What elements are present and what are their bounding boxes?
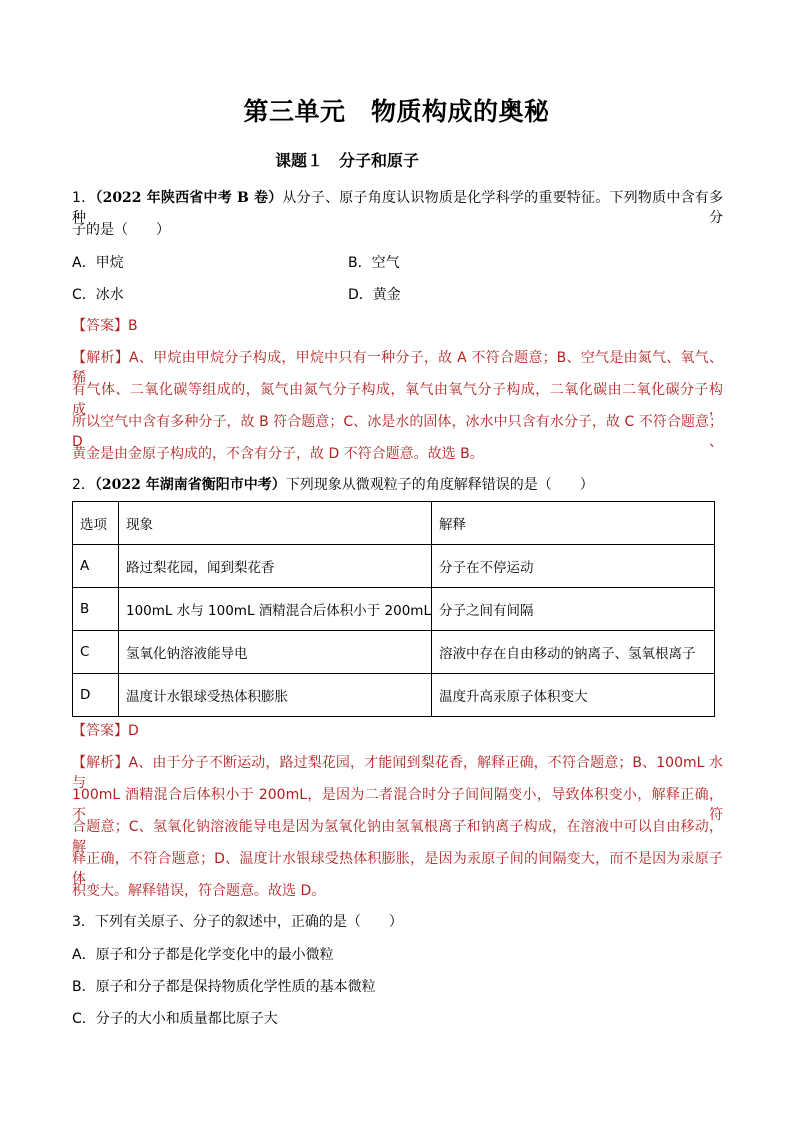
table-cell: 100mL 水与 100mL 酒精混合后体积小于 200mL [119,588,432,631]
table-row [73,631,715,674]
q1-source: （2022 年陕西省中考 B 卷） [95,190,283,206]
q3-option-a: A．原子和分子都是化学变化中的最小微粒 [72,947,334,963]
table-header-cell: 现象 [119,502,432,545]
q1-analysis-line: 有气体、二氧化碳等组成的，氮气由氮气分子构成，氧气由氧气分子构成，二氧化碳由二氧化碳分子构成， [72,382,723,418]
q1-analysis-text: A、甲烷由甲烷分子构成，甲烷中只有一种分子，故 A 不符合题意；B、空气是由氮气、氧气、稀 [72,350,723,386]
q1-analysis-line: 所以空气中含有多种分子，故 B 符合题意；C、冰是水的固体，冰水中只含有水分子，故 C 不符合题意；D、 [72,414,723,450]
q2-table [72,501,715,717]
q3-option-b: B．原子和分子都是保持物质化学性质的基本微粒 [72,979,376,995]
q2-number: 2． [72,477,95,493]
q2-source: （2022 年湖南省衡阳市中考） [94,477,286,493]
q2-answer [72,721,139,741]
q2-analysis-line: 积变大。解释错误，符合题意。故选 D。 [72,883,326,899]
q1-option-d: D．黄金 [348,287,401,303]
q1-number: 1． [72,190,96,206]
q2-stem [72,475,594,495]
table-header-row [73,502,715,545]
q1-answer-value: B [128,318,138,334]
q2-analysis-line: 100mL 酒精混合后体积小于 200mL，是因为二者混合时分子间间隔变小，导致体积变小，解释正确，不符 [72,787,723,823]
table-row [73,588,715,631]
table-cell: 溶液中存在自由移动的钠离子、氢氧根离子 [431,631,714,674]
q2-analysis-line: 释正确，不符合题意；D、温度计水银球受热体积膨胀，是因为汞原子间的间隔变大，而不是因为汞原子体 [72,851,723,887]
table-cell: 分子在不停运动 [431,545,714,588]
q2-answer-value: D [128,723,139,739]
table-cell: C [73,631,119,674]
q1-answer-label: 【答案】 [72,318,128,334]
table-cell: D [73,674,119,717]
table-cell: B [73,588,119,631]
lesson-subtitle: 课题１ 分子和原子 [275,151,420,170]
q2-answer-label: 【答案】 [72,723,128,739]
q1-analysis-label: 【解析】 [72,350,130,366]
table-header-cell: 选项 [73,502,119,545]
q1-stem-line2: 子的是（ ） [72,222,170,238]
q1-option-b: B．空气 [348,255,400,271]
unit-title: 第三单元 物质构成的奥秘 [243,97,550,126]
q1-option-c: C．冰水 [72,287,124,303]
table-cell: 温度升高汞原子体积变大 [431,674,714,717]
table-cell: 路过梨花园，闻到梨花香 [119,545,432,588]
q1-option-a: A．甲烷 [72,255,124,271]
table-cell: A [73,545,119,588]
table-cell: 温度计水银球受热体积膨胀 [119,674,432,717]
table-row [73,674,715,717]
table-header-cell: 解释 [431,502,714,545]
q3-stem: 3．下列有关原子、分子的叙述中，正确的是（ ） [72,914,403,930]
q2-analysis-line: 合题意；C、氢氧化钠溶液能导电是因为氢氧化钠由氢氧根离子和钠离子构成，在溶液中可以自由移动，解 [72,819,723,855]
q1-answer [72,316,138,336]
table-cell: 分子之间有间隔 [431,588,714,631]
table-cell: 氢氧化钠溶液能导电 [119,631,432,674]
q2-analysis-text: A、由于分子不断运动，路过梨花园，才能闻到梨花香，解释正确，不符合题意；B、100mL 水与 [72,755,723,791]
q2-analysis-label: 【解析】 [72,755,129,771]
q1-analysis-line: 黄金是由金原子构成的，不含有分子，故 D 不符合题意。故选 B。 [72,446,484,462]
q3-option-c: C．分子的大小和质量都比原子大 [72,1011,278,1027]
table-row [73,545,715,588]
q1-stem-text: 从分子、原子角度认识物质是化学科学的重要特征。下列物质中含有多种分 [72,190,724,226]
q2-stem-text: 下列现象从微观粒子的角度解释错误的是（ ） [285,477,594,493]
